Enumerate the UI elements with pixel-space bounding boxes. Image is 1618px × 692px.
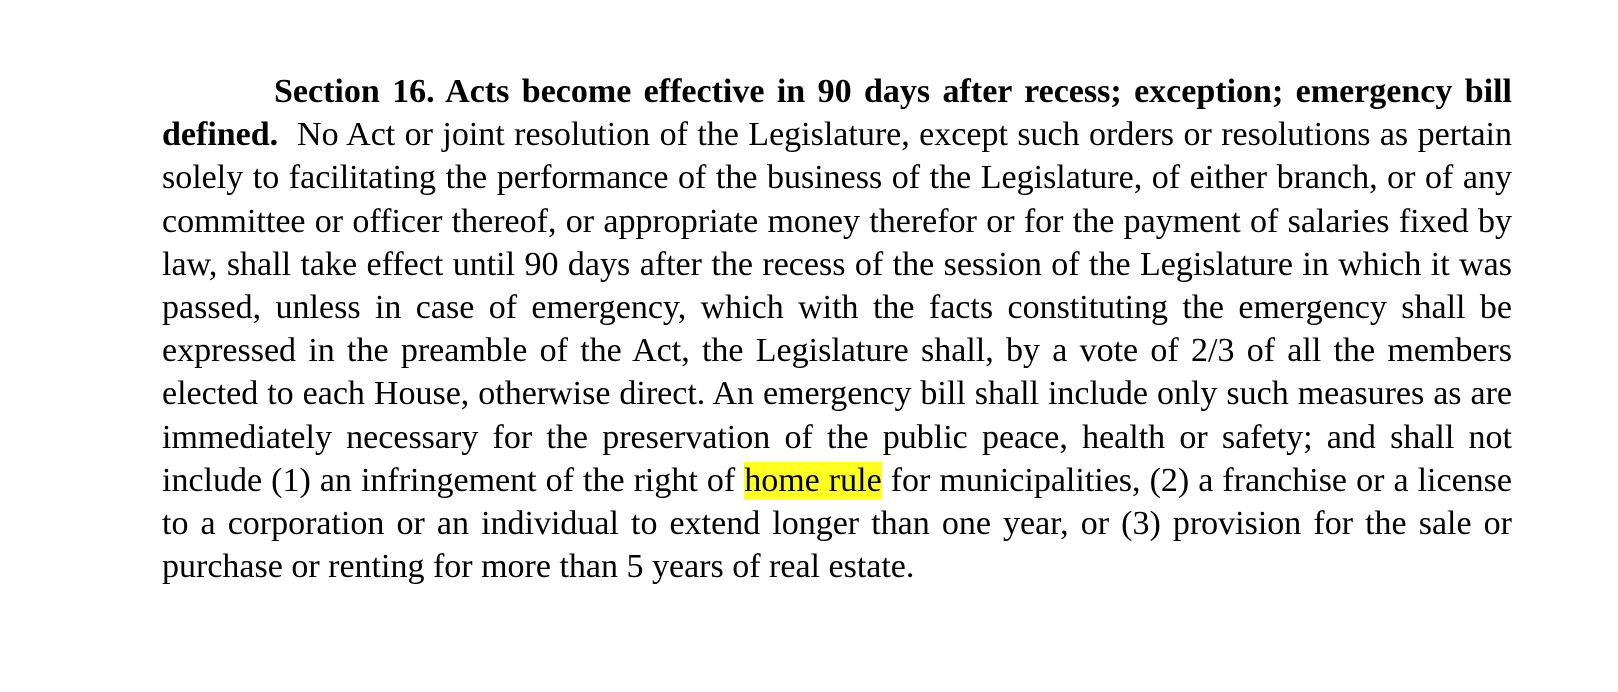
highlighted-phrase: home rule <box>744 461 882 499</box>
section-paragraph <box>162 70 1512 588</box>
section-heading: Section 16. Acts become effective in 90 days after recess; exception; emergency bill defined. <box>162 73 1512 154</box>
section-body-before-highlight: No Act or joint resolution of the Legislature, except such orders or resolutions as pertain solely to facilitating the performance of the business of the Legislature, of either branch, or of any committee or officer thereof, or appropriate money therefor or for the payment of salaries fixed by law, shall take effect until 90 days after the recess of the session of the Legislature in which it was passed, unless in case of emergency, which with the facts constituting the emergency shall be expressed in the preamble of the Act, the Legislature shall, by a vote of 2/3 of all the members elected to each House, otherwise direct. An emergency bill shall include only such measures as are immediately necessary for the preservation of the public peace, health or safety; and shall not include (1) an infringement of the right of <box>162 116 1512 499</box>
section-body-after-highlight: for municipalities, (2) a franchise or a license to a corporation or an individual to extend longer than one year, or (3) provision for the sale or purchase or renting for more than 5 years of real estate. <box>162 461 1512 586</box>
